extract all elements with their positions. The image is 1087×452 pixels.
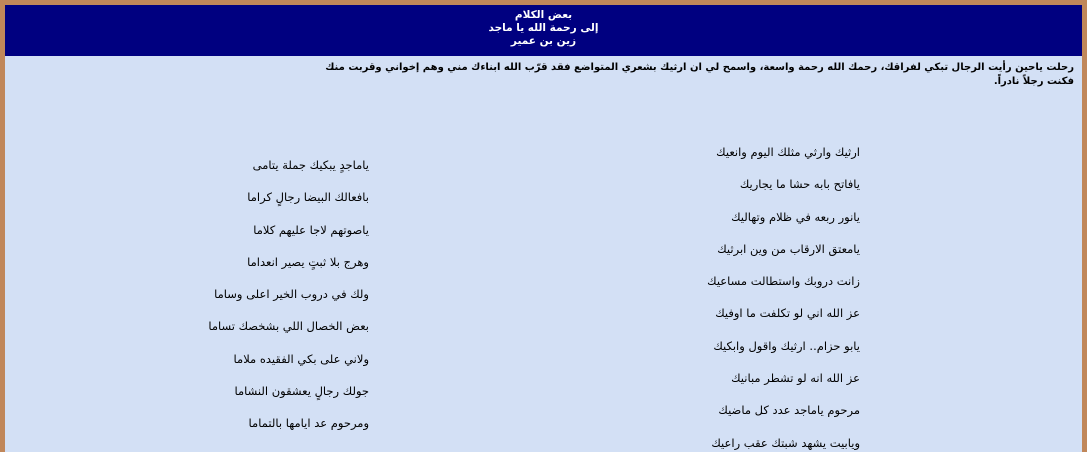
verse-second-half: بافعالك البيضا رجالٍ كراما <box>247 190 369 205</box>
verse-second-half: وهرج بلا ثبتٍ يصير انعداما <box>247 254 369 269</box>
verse-second-half: ياصوتهم لاجا عليهم كلاما <box>253 222 369 237</box>
verse-second-half: ياماجدٍ يبكيك جملة يتامى <box>252 158 369 172</box>
intro-text <box>74 61 1074 89</box>
section-title: بعض الكلام <box>514 9 573 21</box>
verse-second-half: ومرحوم عد ايامها بالتماما <box>248 416 369 431</box>
intro-line: رحلت ياحين رأيت الرجال تبكي لفراقك، رحمك الله رحمة واسعة، واسمح لي ان ارثيك بشعري المتواضع فقد قرّب الله ابناءك مني وهم إخواني وقربت منك <box>325 62 1074 73</box>
poem-title: إلى رحمة الله يا ماجد <box>488 22 599 34</box>
verse-first-half: مرحوم ياماجد عدد كل ماضيك <box>718 403 860 418</box>
intro-line: فكنت رجلاً نادراً. <box>993 76 1074 87</box>
verse-first-half: عز الله انه لو تشطر مبانيك <box>731 371 860 386</box>
verse-first-half: ارثيك وارثي مثلك اليوم وانعيك <box>716 145 860 159</box>
title-banner <box>5 5 1082 56</box>
verse-second-half: ولك في دروب الخير اعلى وساما <box>214 287 369 302</box>
verse-first-half: يافاتح بابه حشا ما يجاريك <box>739 177 860 192</box>
verse-second-half: ولاني على بكي الفقيده ملاما <box>233 351 369 366</box>
verse-second-half: جولك رجالٍ يعشقون النشاما <box>234 384 369 399</box>
verse-first-half: ويابيت يشهد شبتك عقب راعيك <box>711 435 860 450</box>
author-name: زين بن عمير <box>510 35 577 47</box>
page-frame <box>5 5 1082 452</box>
verse-first-half: عز الله اني لو تكلفت ما اوفيك <box>715 306 860 321</box>
verse-first-half: يابو حزام.. ارثيك واقول وابكيك <box>713 338 860 353</box>
verse-first-half: يانور ربعه في ظلام وتهاليك <box>731 209 860 224</box>
poem-second-hemistichs <box>109 158 369 449</box>
verse-first-half: يامعتق الارقاب من وين ابرثيك <box>717 241 860 256</box>
verse-first-half: زانت دروبك واستطالت مساعيك <box>707 274 860 289</box>
verse-second-half: بعض الخصال اللي بشخصك تساما <box>208 319 369 334</box>
poem-first-hemistichs <box>600 145 860 452</box>
